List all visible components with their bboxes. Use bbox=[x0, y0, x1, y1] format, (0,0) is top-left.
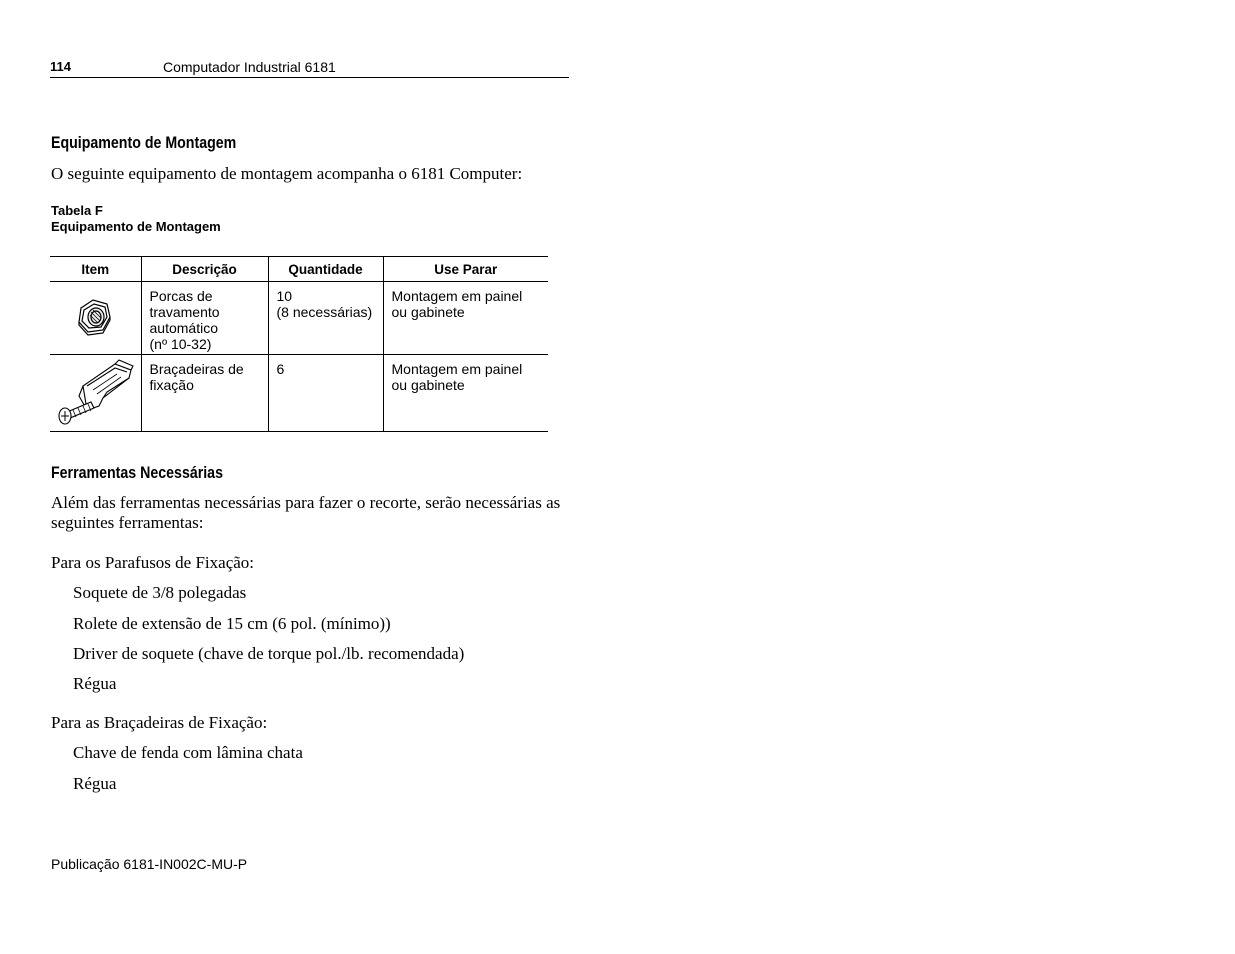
table-caption-title: Equipamento de Montagem bbox=[51, 219, 221, 234]
col-header-quantity: Quantidade bbox=[268, 257, 383, 282]
list-item: Régua bbox=[73, 774, 117, 793]
row1-quantity: 10 (8 necessárias) bbox=[268, 282, 383, 355]
item-image-cell bbox=[50, 282, 141, 355]
header-title: Computador Industrial 6181 bbox=[163, 59, 336, 75]
row2-description: Braçadeiras de fixação bbox=[141, 355, 268, 432]
page-header bbox=[50, 58, 569, 78]
tools-intro-line1: Além das ferramentas necessárias para fazer o recorte, serão necessárias as bbox=[51, 493, 561, 512]
row2-quantity: 6 bbox=[268, 355, 383, 432]
col-header-description: Descrição bbox=[141, 257, 268, 282]
row2-use: Montagem em painel ou gabinete bbox=[383, 355, 548, 432]
col-header-use: Use Parar bbox=[383, 257, 548, 282]
mounting-clip-icon bbox=[53, 356, 137, 428]
list-item: Soquete de 3/8 polegadas bbox=[73, 583, 247, 602]
list-item: Driver de soquete (chave de torque pol./lb. recomendada) bbox=[73, 644, 465, 663]
table-caption-label: Tabela F bbox=[51, 203, 103, 218]
table-row bbox=[50, 282, 548, 355]
tools-intro-line2: seguintes ferramentas: bbox=[51, 513, 204, 532]
item-image-cell bbox=[50, 355, 141, 432]
lock-nut-icon bbox=[73, 295, 117, 339]
tools-group-label-clamps: Para as Braçadeiras de Fixação: bbox=[51, 713, 268, 732]
col-header-item: Item bbox=[50, 257, 141, 282]
list-item: Rolete de extensão de 15 cm (6 pol. (mínimo)) bbox=[73, 614, 391, 633]
list-item: Chave de fenda com lâmina chata bbox=[73, 743, 303, 762]
section-heading-tools: Ferramentas Necessárias bbox=[51, 464, 223, 482]
table-row bbox=[50, 355, 548, 432]
table-caption bbox=[51, 203, 221, 235]
row1-use: Montagem em painel ou gabinete bbox=[383, 282, 548, 355]
mounting-intro: O seguinte equipamento de montagem acompanha o 6181 Computer: bbox=[51, 164, 523, 183]
list-item: Régua bbox=[73, 674, 117, 693]
table-header-row bbox=[50, 257, 548, 282]
tools-group-label-screws: Para os Parafusos de Fixação: bbox=[51, 553, 255, 572]
section-heading-mounting: Equipamento de Montagem bbox=[51, 134, 237, 152]
publication-footer: Publicação 6181-IN002C-MU-P bbox=[51, 856, 248, 872]
mounting-table bbox=[50, 256, 548, 432]
row1-description: Porcas de travamento automático (nº 10-32) bbox=[141, 282, 268, 355]
page-number: 114 bbox=[50, 59, 71, 74]
